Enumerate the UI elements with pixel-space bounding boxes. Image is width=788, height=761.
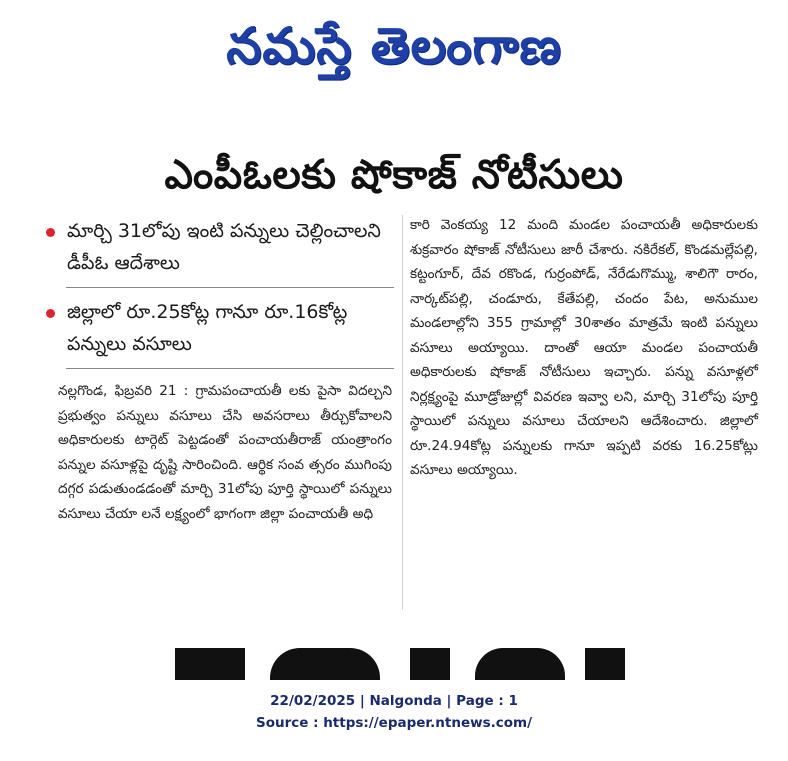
page-footer xyxy=(0,690,788,734)
bullet-text: జిల్లాలో రూ.25కోట్ల గానూ రూ.16కోట్ల పన్నులు వసూలు xyxy=(67,301,348,355)
next-headline-fragment xyxy=(175,640,625,680)
source-link[interactable]: Source : https://epaper.ntnews.com/ xyxy=(255,715,533,731)
article-body-right: కారి వెంకయ్య 12 మంది మండల పంచాయతీ అధికారులకు శుక్రవారం షోకాజ్ నోటీసులు జారీ చేశారు. నకిరేకల్, కొండమల్లేపల్లి, కట్టంగూర్, దేవ రకొండ, గుర్రంపోడ్, నేరేడుగొమ్ము, శాలిగౌ రారం, నార్కట్‌పల్లి, చండూరు, కేతేపల్లి, చందం పేట, అనుముల మండలాల్లోని 355 గ్రామాల్లో 30శాతం మాత్రమే ఇంటి పన్నులు వసూలు అయ్యాయి. దాంతో ఆయా మండల పంచాయతీ అధికారులకు షోకాజ్ నోటీసులు ఇచ్చారు. పన్ను వసూళ్లలో నిర్లక్ష్యంపై మూడ్రోజుల్లో వివరణ ఇవ్వా లని, మార్చి 31లోపు పూర్తి స్థాయిలో పన్నులు వసూలు చేయాలని ఆదేశించారు. జిల్లాలో రూ.24.94కోట్ల పన్నులకు గానూ ఇప్పటి వరకు 16.25కోట్లు వసూలు అయ్యాయి. xyxy=(410,217,758,478)
article-right-column xyxy=(410,213,758,483)
headline-fragment-shape xyxy=(175,648,245,680)
headline-fragment-shape xyxy=(410,648,450,680)
edition-info: 22/02/2025 | Nalgonda | Page : 1 xyxy=(270,693,518,709)
bullet-dot-icon xyxy=(46,309,55,318)
article-body-left: నల్లగొండ, ఫిబ్రవరి 21 : గ్రామపంచాయతీ లకు పైసా విదల్చని ప్రభుత్వం పన్నులు వసూలు చేసి అవసరాలు తీర్చుకోవాలని అధికారులకు టార్గెట్ పెట్టడంతో పంచాయతీరాజ్ యంత్రాంగం పన్నుల వసూళ్లపై దృష్టి సారించింది. ఆర్థిక సంవ త్సరం ముగింపు దగ్గర పడుతుండడంతో మార్చి 31లోపు పూర్తి స్థాయిలో పన్నులు వసూలు చేయా లనే లక్ష్యంలో భాగంగా జిల్లా పంచాయతీ అధి xyxy=(58,383,392,522)
bullet-dot-icon xyxy=(46,228,55,237)
headline-fragment-shape xyxy=(270,648,380,680)
bullet-point xyxy=(46,296,394,360)
bullet-point xyxy=(46,215,394,279)
bullet-divider xyxy=(66,368,394,369)
newspaper-logo: నమస్తే తెలంగాణ xyxy=(226,17,562,75)
article-left-column xyxy=(46,215,394,526)
headline-fragment-shape xyxy=(585,648,625,680)
bullet-divider xyxy=(66,287,394,288)
column-separator xyxy=(402,215,403,610)
headline-fragment-shape xyxy=(475,648,565,680)
masthead xyxy=(0,0,788,92)
article-headline: ఎంపీఓలకు షోకాజ్ నోటీసులు xyxy=(164,152,624,198)
bullet-text: మార్చి 31లోపు ఇంటి పన్నులు చెల్లించాలని డీపీఓ ఆదేశాలు xyxy=(67,220,381,274)
